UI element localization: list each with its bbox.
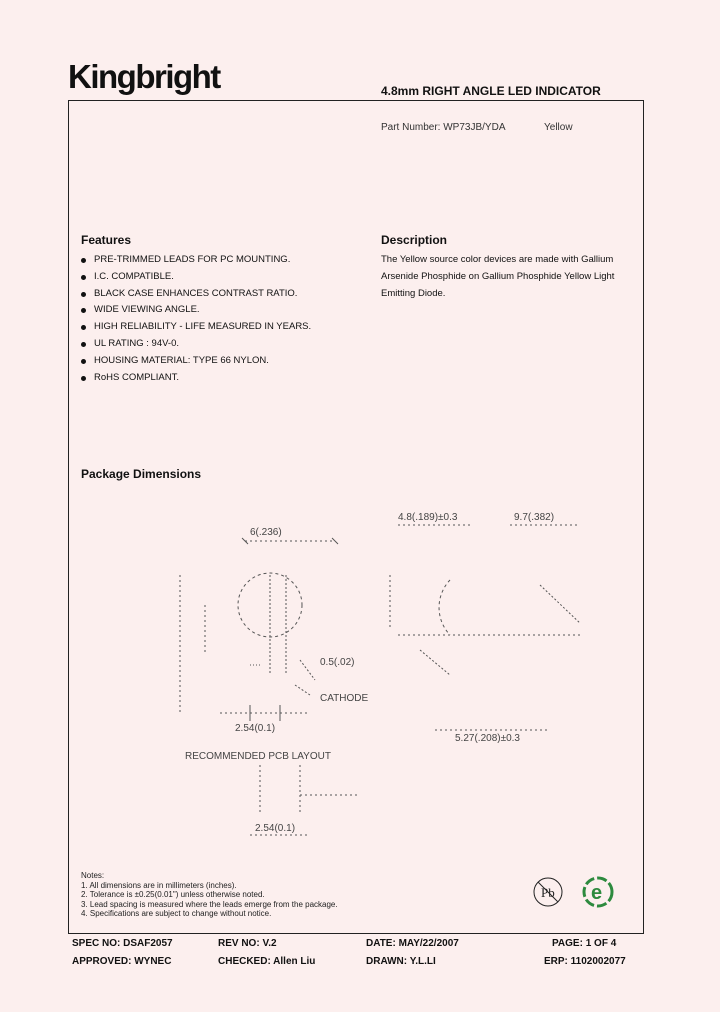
checked-by: CHECKED: Allen Liu xyxy=(218,956,316,967)
description-text xyxy=(381,252,631,302)
svg-text:e: e xyxy=(591,882,603,904)
spec-no: SPEC NO: DSAF2057 xyxy=(72,938,173,949)
feature-item: I.C. COMPATIBLE. xyxy=(81,269,311,286)
approved-by: APPROVED: WYNEC xyxy=(72,956,172,967)
cathode-label: CATHODE xyxy=(320,693,369,704)
dim-lead: 0.5(.02) xyxy=(320,657,355,668)
description-line: The Yellow source color devices are made with Gallium xyxy=(381,254,614,265)
feature-item: HIGH RELIABILITY - LIFE MEASURED IN YEARS. xyxy=(81,319,311,336)
note-item: 1. All dimensions are in millimeters (inches). xyxy=(81,880,237,890)
kingbright-logo: Kingbright xyxy=(68,58,220,95)
feature-item: UL RATING : 94V-0. xyxy=(81,336,311,353)
page-number: PAGE: 1 OF 4 xyxy=(552,938,617,949)
note-item: 2. Tolerance is ±0.25(0.01") unless otherwise noted. xyxy=(81,890,265,900)
dim-side-top-left: 4.8(.189)±0.3 xyxy=(398,512,458,523)
feature-item: WIDE VIEWING ANGLE. xyxy=(81,302,311,319)
feature-item: PRE-TRIMMED LEADS FOR PC MOUNTING. xyxy=(81,252,311,269)
description-line: Arsenide Phosphide on Gallium Phosphide Yellow Light xyxy=(381,270,615,282)
notes-block xyxy=(81,871,338,919)
erp-number: ERP: 1102002077 xyxy=(544,956,626,967)
dim-side-bottom: 5.27(.208)±0.3 xyxy=(455,733,520,744)
description-heading: Description xyxy=(381,233,448,247)
part-color: Yellow xyxy=(544,122,573,133)
note-item: 4. Specifications are subject to change without notice. xyxy=(81,909,272,919)
rev-no: REV NO: V.2 xyxy=(218,938,277,949)
part-info xyxy=(381,122,573,133)
description-line: Emitting Diode. xyxy=(381,287,446,299)
footer-row-2 xyxy=(72,956,652,970)
lead-free-icon xyxy=(534,878,562,906)
eco-e-icon xyxy=(584,878,612,906)
pcb-layout-label: RECOMMENDED PCB LAYOUT xyxy=(185,751,331,762)
package-drawing xyxy=(150,505,580,845)
svg-text:Pb: Pb xyxy=(541,885,555,900)
dim-pitch: 2.54(0.1) xyxy=(235,723,276,734)
date: DATE: MAY/22/2007 xyxy=(366,938,459,949)
footer-row-1 xyxy=(72,938,652,952)
features-list xyxy=(81,252,311,386)
package-dimensions-heading: Package Dimensions xyxy=(81,467,202,481)
drawn-by: DRAWN: Y.L.LI xyxy=(366,956,436,967)
dim-pcb-pitch: 2.54(0.1) xyxy=(255,823,296,834)
compliance-badges xyxy=(530,874,620,914)
document-title: 4.8mm RIGHT ANGLE LED INDICATOR xyxy=(381,84,601,98)
features-heading: Features xyxy=(81,233,132,247)
feature-item: BLACK CASE ENHANCES CONTRAST RATIO. xyxy=(81,286,311,303)
feature-item: HOUSING MATERIAL: TYPE 66 NYLON. xyxy=(81,353,311,370)
note-item: 3. Lead spacing is measured where the leads emerge from the package. xyxy=(81,899,338,909)
part-number: Part Number: WP73JB/YDA xyxy=(381,122,506,133)
feature-item: RoHS COMPLIANT. xyxy=(81,370,311,387)
notes-title: Notes: xyxy=(81,871,105,880)
dim-side-top-right: 9.7(.382) xyxy=(514,512,555,523)
dim-width-top: 6(.236) xyxy=(250,527,282,538)
